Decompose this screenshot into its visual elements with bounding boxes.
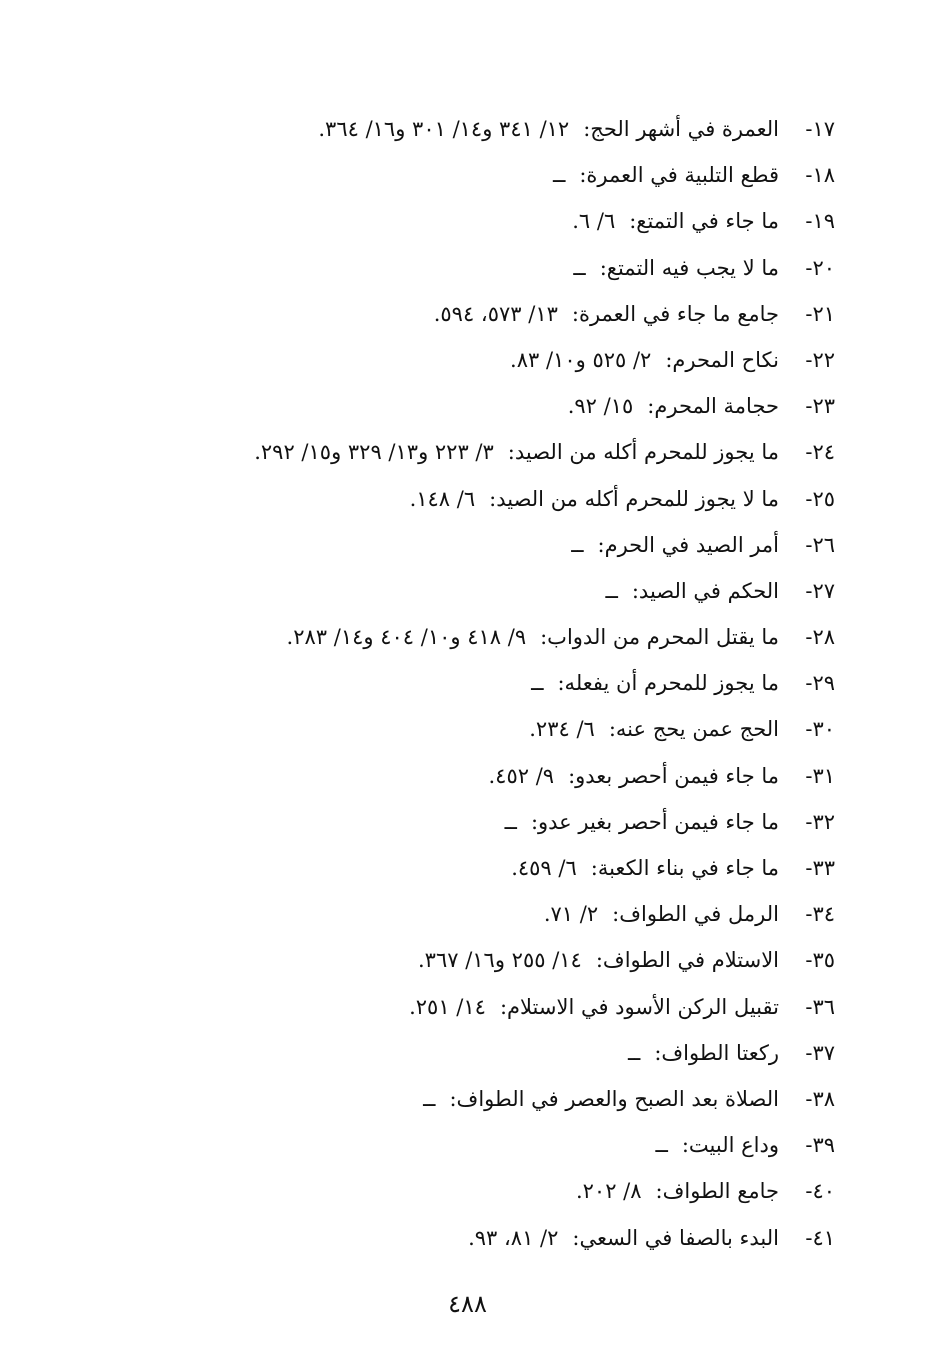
entry-number: ٢٧- [805,578,835,603]
entry-title: ما جاء في بناء الكعبة: [590,856,779,880]
entry-reference: ــ [605,578,618,603]
entry-number: ٣٢- [805,809,835,834]
entry-number: ٢٢- [805,347,835,372]
entry-number: ٢٥- [805,486,835,511]
entry-reference: ٦/ ٤٥٩. [511,856,577,880]
entry-number: ١٨- [805,163,835,188]
list-item [115,984,835,1030]
list-item [115,660,835,706]
entry-title: وداع البيت: [681,1133,779,1158]
entry-reference: ٢/ ٥٢٥ و١٠/ ٨٣. [510,347,652,372]
entry-number: ٢١- [805,301,835,326]
entry-reference: ٩/ ٤٥٢. [488,763,555,788]
entry-number: ٤١- [805,1225,835,1250]
entry-number: ٤٠- [805,1179,835,1204]
list-item [115,198,835,244]
entry-reference: ٢/ ٧١. [543,902,599,927]
entry-reference: ١٣/ ٥٧٣، ٥٩٤. [433,301,558,326]
entry-reference: ٦/ ٢٣٤. [529,717,595,742]
entry-title: حجامة المحرم: [647,394,779,419]
entry-number: ٢٩- [805,671,835,696]
entry-number: ٣٧- [805,1040,835,1065]
entry-title: ما يقتل المحرم من الدواب: [540,625,779,650]
entry-number: ٣٣- [805,856,835,880]
entry-title: البدء بالصفا في السعي: [572,1225,779,1250]
entry-reference: ــ [553,163,566,188]
entry-title: ركعتا الطواف: [654,1040,779,1065]
entry-reference: ٣/ ٢٢٣ و١٣/ ٣٢٩ و١٥/ ٢٩٢. [254,440,494,465]
list-item [115,106,835,152]
list-item [115,1215,835,1261]
list-item [115,891,835,937]
list-item [115,753,835,799]
entry-reference: ٦/ ١٤٨. [409,486,476,511]
entry-title: قطع التلبية في العمرة: [579,163,779,188]
entry-reference: ــ [628,1040,641,1065]
list-item [115,706,835,752]
entry-number: ٢٠- [805,255,835,280]
entry-reference: ٢/ ٨١، ٩٣. [468,1225,559,1250]
entry-title: العمرة في أشهر الحج: [583,117,779,141]
entry-number: ٣٦- [805,994,835,1019]
entry-title: أمر الصيد في الحرم: [597,532,779,557]
list-item [115,799,835,845]
entry-reference: ١٥/ ٩٢. [567,394,634,419]
list-item [115,429,835,475]
list-item [115,1076,835,1122]
list-item [115,291,835,337]
entry-title: الحكم في الصيد: [631,578,779,603]
entry-number: ٣١- [805,763,835,788]
entry-number: ٣٠- [805,717,835,742]
entry-number: ٢٤- [805,440,835,465]
entry-number: ١٩- [805,209,835,234]
entry-number: ١٧- [805,117,835,141]
list-item [115,1122,835,1168]
entry-reference: ١٤/ ٢٥١. [409,994,486,1019]
list-item [115,937,835,983]
list-item [115,614,835,660]
entry-number: ٢٦- [805,532,835,557]
entry-number: ٣٥- [805,948,835,973]
entry-number: ٣٤- [805,902,835,927]
page-number: ٤٨٨ [448,1290,487,1318]
entry-number: ٣٩- [805,1133,835,1158]
list-item [115,522,835,568]
list-item [115,337,835,383]
entry-number: ٢٨- [805,625,835,650]
index-list [115,106,835,1261]
list-item [115,476,835,522]
list-item [115,152,835,198]
entry-reference: ــ [531,671,544,696]
entry-title: الرمل في الطواف: [612,902,779,927]
list-item [115,568,835,614]
entry-title: جامع الطواف: [655,1179,779,1204]
entry-title: جامع ما جاء في العمرة: [571,301,779,326]
entry-title: ما لا يجوز للمحرم أكله من الصيد: [489,486,779,511]
entry-reference: ٩/ ٤١٨ و١٠/ ٤٠٤ و١٤/ ٢٨٣. [286,625,527,650]
entry-reference: ٨/ ٢٠٢. [575,1179,642,1204]
entry-title: ما جاء فيمن أحصر بعدو: [568,763,779,788]
entry-title: ما يجوز للمحرم أن يفعله: [557,671,779,696]
entry-title: تقبيل الركن الأسود في الاستلام: [499,994,779,1019]
entry-reference: ــ [504,809,517,834]
entry-reference: ــ [423,1086,436,1111]
entry-title: الاستلام في الطواف: [595,948,779,973]
list-item [115,383,835,429]
list-item [115,845,835,891]
list-item [115,1030,835,1076]
entry-number: ٣٨- [805,1086,835,1111]
entry-title: ما جاء فيمن أحصر بغير عدو: [530,809,779,834]
entry-reference: ١٤/ ٢٥٥ و١٦/ ٣٦٧. [417,948,582,973]
list-item [115,1168,835,1214]
entry-reference: ــ [571,532,584,557]
entry-reference: ١٢/ ٣٤١ و١٤/ ٣٠١ و١٦/ ٣٦٤. [318,117,570,141]
entry-title: نكاح المحرم: [665,347,779,372]
list-item [115,245,835,291]
entry-reference: ــ [655,1133,668,1158]
entry-title: ما لا يجب فيه التمتع: [599,255,779,280]
entry-title: ما جاء في التمتع: [629,209,779,234]
entry-title: الحج عمن يحج عنه: [608,717,779,742]
entry-title: ما يجوز للمحرم أكله من الصيد: [507,440,779,465]
entry-title: الصلاة بعد الصبح والعصر في الطواف: [449,1086,779,1111]
entry-reference: ٦/ ٦. [572,209,616,234]
entry-reference: ــ [573,255,586,280]
entry-number: ٢٣- [805,394,835,419]
